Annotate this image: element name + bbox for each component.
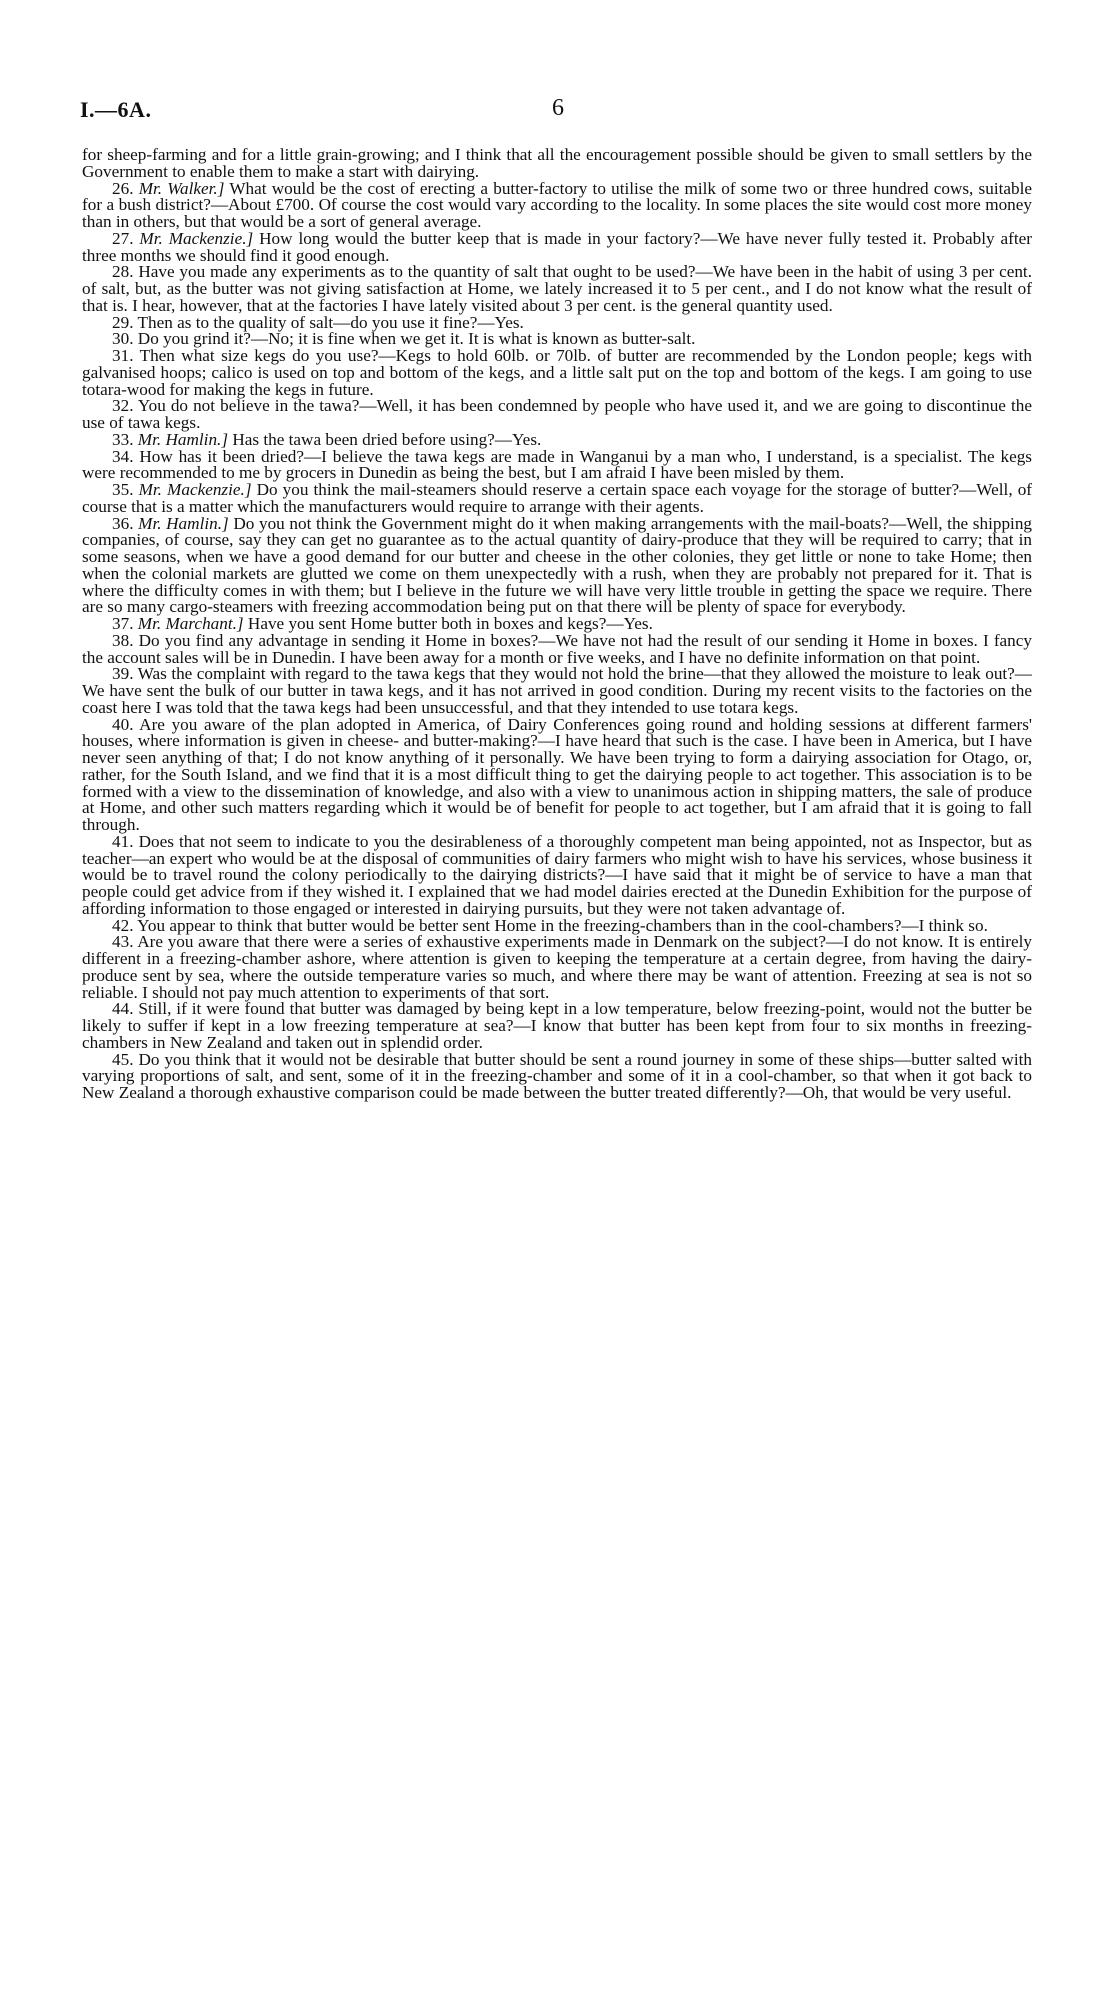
question-39 [82,666,1032,716]
question-43 [82,934,1032,1001]
question-number: 28. [112,262,134,282]
question-number: 29. [112,312,134,332]
question-number: 44. [112,999,134,1019]
paragraph-text: for sheep-farming and for a little grain-growing; and I think that all the encouragement possible should be given to small settlers by the Government to enable them to make a start with dairying. [82,145,1032,181]
question-35 [82,482,1032,516]
question-text: Still, if it were found that butter was damaged by being kept in a low temperature, below freezing-point, would not the butter be likely to suffer if kept in a low freezing temperature at sea?—I know that butter has been kept from four to six months in freezing-chambers in New Zealand and taken out in splendid order. [82,999,1032,1052]
evidence-text [82,147,1032,1102]
question-text: Have you made any experiments as to the quantity of salt that ought to be used?—We have been in the habit of using 3 per cent. of salt, but, as the butter was not giving satisfaction at Home, we lately increased it to 5 per cent., and I do not know what the result of that is. I hear, however, that at the factories I have lately visited about 3 per cent. is the general quantity used. [82,262,1032,315]
question-number: 45. [112,1049,134,1069]
document-reference: I.—6A. [80,97,152,122]
speaker-name: Mr. Walker.] [138,178,225,198]
question-text: Do you think that it would not be desirable that butter should be sent a round journey in some of these ships—butter salted with varying proportions of salt, and sent, some of it in the freezing-chamber and some of it in a cool-chamber, so that when it got back to New Zealand a thorough exhaustive comparison could be made between the butter treated differently?—Oh, that would be very useful. [82,1049,1032,1102]
question-number: 42. [112,915,134,935]
page-header [80,97,1040,133]
question-text: You appear to think that butter would be better sent Home in the freezing-chambers than in the cool-chambers?—I think so. [137,915,988,935]
question-number: 33. [112,429,134,449]
speaker-name: Mr. Hamlin.] [137,429,229,449]
question-text: Do you think the mail-steamers should reserve a certain space each voyage for the storage of butter?—Well, of course that is a matter which the manufacturers would require to arrange with their agents. [82,480,1033,516]
question-45 [82,1049,1032,1102]
question-32 [82,398,1032,432]
question-34 [82,446,1032,483]
speaker-name: Mr. Hamlin.] [138,513,229,533]
question-text: Have you sent Home butter both in boxes and kegs?—Yes. [247,614,653,633]
paragraph-continued [82,147,1032,181]
question-text: Was the complaint with regard to the tawa kegs that they would not hold the brine—that they allowed the moisture to leak out?—We have sent the bulk of our butter in tawa kegs, and it has not arrived in good condition. During my recent visits to the factories on the coast here I was told that the tawa kegs had been unsuccessful, and that they intended to use totara kegs. [82,664,1032,717]
question-number: 30. [112,329,134,349]
question-text: What would be the cost of erecting a butter-factory to utilise the milk of some two or three hundred cows, suitable for a bush district?—About £700. Of course the cost would vary according to the locality. In some places the site would cost more money than in others, but that would be a sort of general average. [82,178,1033,231]
question-text: Has the tawa been dried before using?—Yes. [232,429,542,449]
question-text: Then as to the quality of salt—do you use it fine?—Yes. [137,312,524,332]
question-number: 36. [112,513,134,533]
question-number: 40. [112,714,134,734]
question-number: 41. [112,831,134,851]
speaker-name: Mr. Marchant.] [137,614,244,633]
question-number: 26. [112,178,134,198]
question-28 [82,264,1032,314]
question-31 [82,348,1032,398]
question-27 [82,228,1032,265]
question-number: 39. [112,664,134,684]
question-number: 27. [112,228,134,248]
question-38 [82,630,1032,667]
question-36 [82,513,1033,617]
question-40 [82,714,1032,834]
speaker-name: Mr. Mackenzie.] [138,480,252,499]
question-text: You do not believe in the tawa?—Well, it has been condemned by people who have used it, and we are going to discontinue the use of tawa kegs. [82,396,1032,432]
question-text: Does that not seem to indicate to you the desirableness of a thoroughly competent man being appointed, not as Inspector, but as teacher—an expert who would be at the disposal of communities of dairy farmers who might wish to have his services, whose business it would be to travel round the colony periodically to the dairying districts?—I have said that it might be of service to have a man that people could get advice from if they wished it. I explained that we had model dairies erected at the Dunedin Exhibition for the purpose of affording information to those engaged or interested in dairying pursuits, but they were not taken advantage of. [82,831,1032,918]
question-26 [82,178,1033,231]
question-number: 34. [112,446,134,466]
question-text: Do you grind it?—No; it is fine when we get it. It is what is known as butter-salt. [137,329,696,349]
question-44 [82,1001,1032,1051]
question-number: 38. [112,630,134,650]
question-number: 32. [112,396,134,416]
question-number: 43. [112,932,134,952]
question-text: Are you aware of the plan adopted in America, of Dairy Conferences going round and holding sessions at different farmers' houses, where information is given in cheese- and butter-making?—I have heard that such is the case. I have been in America, but I have never seen anything of that; I do not know anything of it personally. We have been trying to form a dairying association for Otago, or, rather, for the South Island, and we find that it is a most difficult thing to get the dairying people to act together. This association is to be formed with a view to the dissemination of knowledge, and also with a view to unanimous action in shipping matters, the sale of produce at Home, and other such matters regarding which it would be of benefit for people to act together, but I am afraid that it is going to fall through. [82,714,1032,834]
question-text: Are you aware that there were a series of exhaustive experiments made in Denmark on the subject?—I do not know. It is entirely different in a freezing-chamber ashore, where attention is given to keeping the temperature at a certain degree, from having the dairy-produce sent by sea, where the outside temperature varies so much, and where there may be want of attention. Freezing at sea is not so reliable. I should not pay much attention to experiments of that sort. [82,932,1032,1002]
question-text: Do you find any advantage in sending it Home in boxes?—We have not had the result of our sending it Home in boxes. I fancy the account sales will be in Dunedin. I have been away for a month or five weeks, and I have no definite information on that point. [82,630,1032,667]
question-41 [82,831,1032,918]
speaker-name: Mr. Mackenzie.] [139,228,254,248]
question-number: 31. [112,346,134,365]
question-number: 37. [112,614,134,633]
question-text: Then what size kegs do you use?—Kegs to hold 60lb. or 70lb. of butter are recommended by the London people; kegs with galvanised hoops; calico is used on top and bottom of the kegs, and a little salt put on the top and bottom of the kegs. I am going to use totara-wood for making the kegs in future. [82,346,1032,399]
question-text: How long would the butter keep that is made in your factory?—We have never fully tested it. Probably after three months we should find it good enough. [82,228,1032,265]
question-number: 35. [112,480,134,499]
page-number: 6 [552,95,564,121]
question-text: How has it been dried?—I believe the tawa kegs are made in Wanganui by a man who, I understand, is a specialist. The kegs were recommended to me by grocers in Dunedin as being the best, but I am afraid I have been misled by them. [82,446,1032,483]
question-text: Do you not think the Government might do it when making arrangements with the mail-boats?—Well, the shipping companies, of course, say they can get no guarantee as to the actual quantity of dairy-produce that they will be required to carry; that in some seasons, when we have a good demand for our butter and cheese in the other colonies, they get little or none to take Home; then when the colonial markets are glutted we come on them unexpectedly with a rush, when they are probably not prepared for it. That is where the difficulty comes in with them; but I believe in the future we will have very little trouble in getting the space we require. There are so many cargo-steamers with freezing accommodation being put on that there will be plenty of space for everybody. [82,513,1033,617]
